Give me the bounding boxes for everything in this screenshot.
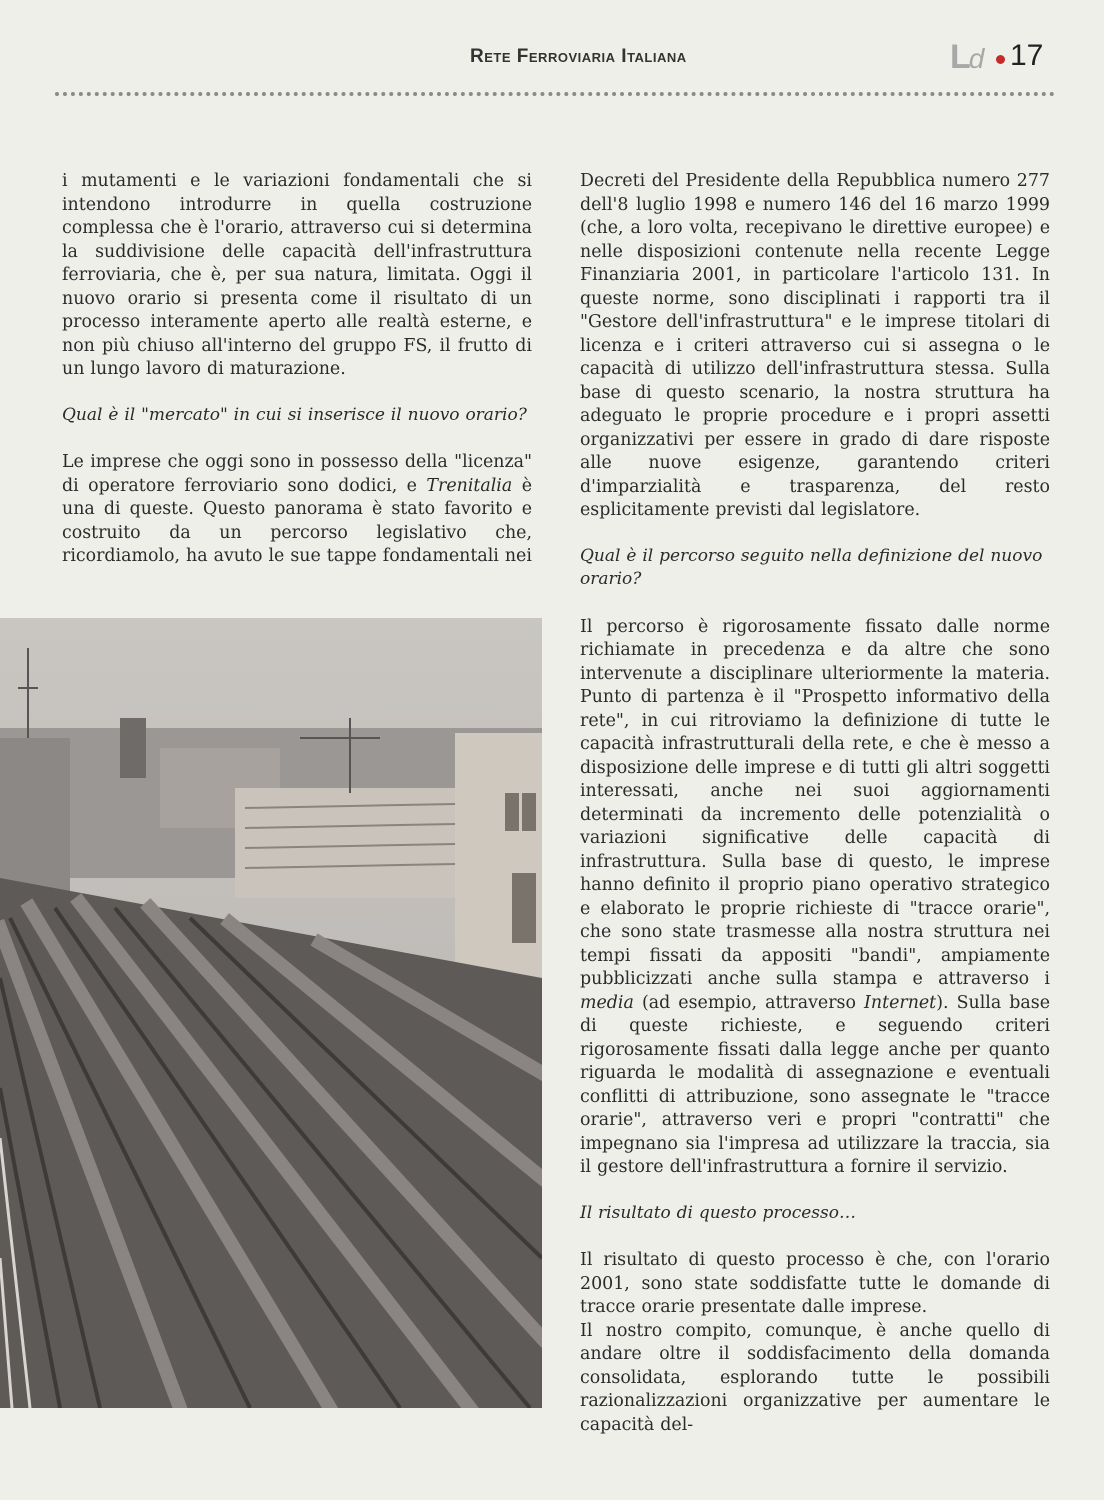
left-paragraph-2-part-a: Le imprese che oggi sono in possesso della "licenza" di operatore ferroviario sono dodici, e [62, 452, 532, 496]
left-paragraph-1: i mutamenti e le variazioni fondamentali che si intendono introdurre in quella costruzione complessa che è l'orario, attraverso cui si determina la suddivisione delle capacità dell'infrastruttura ferroviaria, che è, per sua natura, limitata. Oggi il nuovo orario si presenta come il risultato di un processo interamente aperto alle realtà esterne, e non più chiuso all'interno del gruppo FS, il frutto di un lungo lavoro di maturazione. [62, 171, 532, 379]
question-heading-2: Qual è il percorso seguito nella definizione del nuovo orario? [580, 545, 1043, 589]
trenitalia-emphasis: Trenitalia [426, 475, 513, 496]
right-paragraph-2-part-b: (ad esempio, attraverso [633, 992, 865, 1013]
right-column [580, 170, 1050, 1437]
left-paragraph-2 [62, 451, 532, 569]
right-paragraph-2-part-c: ). Sulla base di queste richieste, e seguendo criteri rigorosamente fissati dalla legge anche per quanto riguarda le modalità di assegnazione e eventuali conflitti di attribuzione, sono assegnate le "tracce orarie", attraverso veri e propri "contratti" che impegnano sia l'impresa ad utilizzare la traccia, sia il gestore dell'infrastruttura a fornire il servizio. [580, 992, 1050, 1177]
right-paragraph-3: Il risultato di questo processo è che, con l'orario 2001, sono state soddisfatte tutte le domande di tracce orarie presentate dalle imprese. [580, 1250, 1050, 1317]
railway-station-photo [0, 618, 542, 1408]
right-paragraph-4: Il nostro compito, comunque, è anche quello di andare oltre il soddisfacimento della domanda consolidata, esplorando tutte le possibili razionalizzazioni organizzative per aumentare le capacità del- [580, 1320, 1050, 1435]
right-paragraph-2-part-a: Il percorso è rigorosamente fissato dalle norme richiamate in precedenza e da altre che sono intervenute a disciplinare ulteriormente la materia. Punto di partenza è il "Prospetto informativo della rete", in cui ritroviamo la definizione di tutte le capacità infrastrutturali della rete, e che è messo a disposizione delle imprese e di tutti gli altri soggetti interessati, anche nei suoi aggiornamenti determinati da incremento delle potenzialità o variazioni significative delle capacità di infrastruttura. Sulla base di questo, le imprese hanno definito il proprio piano operativo strategico e elaborato le proprie richieste di "tracce orarie", che sono state trasmesse alla nostra struttura nei tempi fissati da appositi "bandi", ampiamente pubblicizzati anche sulla stampa e attraverso i [580, 616, 1050, 989]
left-paragraph-2-part-b: è una di queste. Questo panorama è stato favorito e costruito da un percorso legislativo che, ricordiamolo, ha avuto le sue tappe fondamentali nei [62, 475, 532, 566]
left-column [62, 170, 532, 569]
page-number: 17 [1010, 39, 1044, 72]
right-paragraph-2 [580, 616, 1050, 1180]
magazine-logo [950, 38, 982, 77]
header-divider [55, 92, 1055, 96]
red-bullet-icon [996, 55, 1005, 64]
media-emphasis: media [580, 992, 634, 1013]
right-paragraph-1: Decreti del Presidente della Repubblica numero 277 dell'8 luglio 1998 e numero 146 del 16 marzo 1999 (che, a loro volta, recepivano le direttive europee) e nelle disposizioni contenute nella recente Legge Finanziaria 2001, in particolare l'articolo 131. In queste norme, sono disciplinati i rapporti tra il "Gestore dell'infrastruttura" e le imprese titolari di licenza e i criteri attraverso cui si assegna o le capacità di utilizzo dell'infrastruttura stessa. Sulla base di questo scenario, la nostra struttura ha adeguato le proprie procedure e i propri assetti organizzativi per essere in grado di dare risposte alle nuove esigenze, garantendo criteri d'imparzialità e trasparenza, del resto esplicitamente previsti dal legislatore. [580, 171, 1050, 520]
question-heading-3: Il risultato di questo processo… [580, 1202, 856, 1223]
logo-subletter: d [968, 43, 983, 74]
internet-emphasis: Internet [864, 992, 937, 1013]
running-header-title: Rete Ferroviaria Italiana [470, 46, 687, 67]
logo-letter: L [950, 38, 969, 76]
question-heading-1: Qual è il "mercato" in cui si inserisce il nuovo orario? [62, 404, 527, 425]
